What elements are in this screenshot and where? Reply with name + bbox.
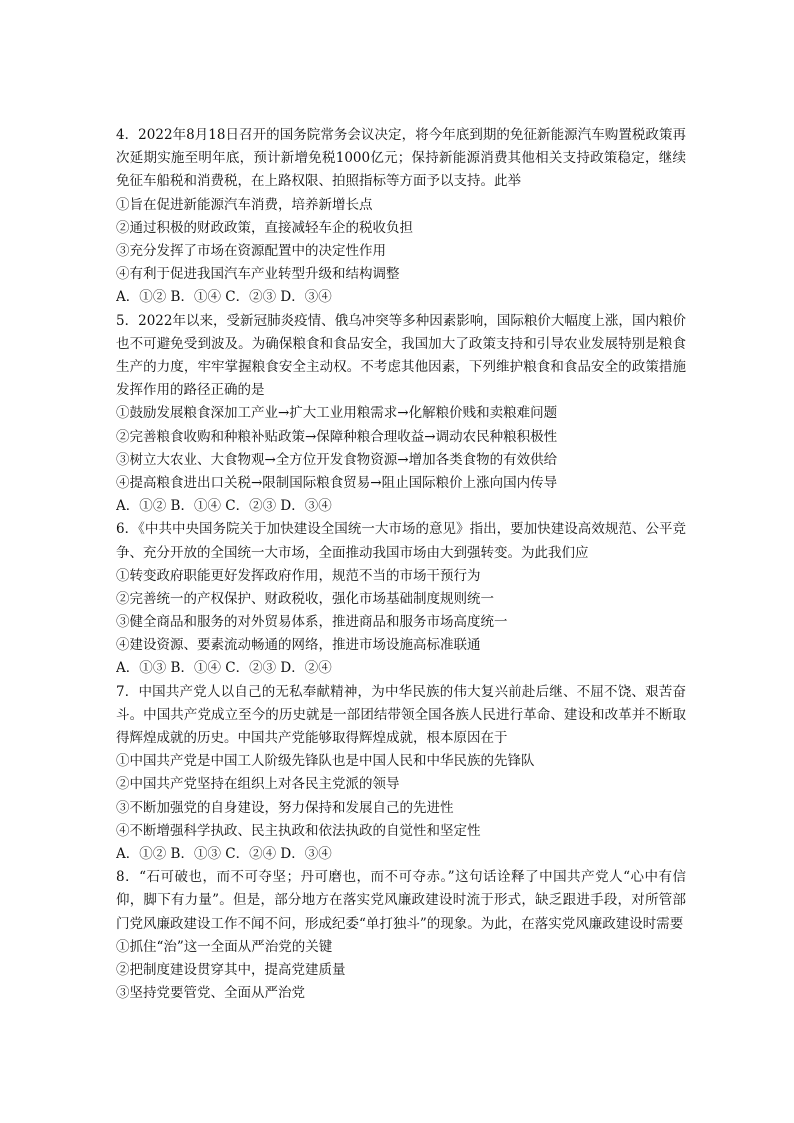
option-1: ①抓住“治”这一全面从严治党的关键	[116, 938, 333, 955]
option-3: ③树立大农业、大食物观→全方位开发食物资源→增加各类食物的有效供给	[116, 451, 558, 468]
option-4: ④提高粮食进出口关税→限制国际粮食贸易→阻止国际粮价上涨向国内传导	[116, 474, 558, 491]
option-1: ①旨在促进新能源汽车消费，培养新增长点	[116, 196, 373, 213]
question-stem: 8．“石可破也，而不可夺坚；丹可磨也，而不可夺赤。”这句话诠释了中国共产党人“心中有信仰，脚下有力量”。但是，部分地方在落实党风廉政建设时流于形式，缺乏跟进手段，对所管部门党风廉政建设工作不闻不问，形成纪委“单打独斗”的现象。为此，在落实党风廉政建设时需要	[116, 869, 686, 932]
answer-choices: A．①② B．①③ C．②④ D．③④	[116, 846, 332, 862]
option-1: ①转变政府职能更好发挥政府作用，规范不当的市场干预行为	[116, 567, 481, 584]
question-4	[116, 124, 686, 310]
answer-choices: A．①② B．①④ C．②③ D．③④	[116, 498, 332, 515]
question-8	[116, 866, 686, 1005]
option-3: ③坚持党要管党、全面从严治党	[116, 985, 305, 1002]
option-2: ②通过积极的财政政策，直接减轻车企的税收负担	[116, 219, 413, 236]
answer-choices: A．①③ B．①④ C．②③ D．②④	[116, 660, 332, 677]
option-2: ②完善粮食收购和种粮补贴政策→保障种粮合理收益→调动农民种粮积极性	[116, 428, 558, 445]
question-stem: 6．《中共中央国务院关于加快建设全国统一大市场的意见》指出，要加快建设高效规范、公平竞争、充分开放的全国统一大市场，全面推动我国市场由大到强转变。为此我们应	[116, 521, 686, 561]
option-2: ②中国共产党坚持在组织上对各民主党派的领导	[116, 776, 400, 793]
exam-page	[116, 124, 686, 1005]
option-3: ③不断加强党的自身建设，努力保持和发展自己的先进性	[116, 799, 454, 816]
question-5	[116, 310, 686, 519]
option-2: ②把制度建设贯穿其中，提高党建质量	[116, 961, 346, 978]
question-6	[116, 518, 686, 680]
option-3: ③充分发挥了市场在资源配置中的决定性作用	[116, 242, 386, 259]
answer-choices: A．①② B．①④ C．②③ D．③④	[116, 289, 332, 306]
question-stem: 5．2022年以来，受新冠肺炎疫情、俄乌冲突等多种因素影响，国际粮价大幅度上涨，国内粮价也不可避免受到波及。为确保粮食和食品安全，我国加大了政策支持和引导农业发展特别是粮食生产的力度，牢牢掌握粮食安全主动权。不考虑其他因素，下列维护粮食和食品安全的政策措施发挥作用的路径正确的是	[116, 312, 686, 399]
option-1: ①鼓励发展粮食深加工产业→扩大工业用粮需求→化解粮价贱和卖粮难问题	[116, 405, 558, 422]
option-4: ④有利于促进我国汽车产业转型升级和结构调整	[116, 266, 400, 283]
option-4: ④建设资源、要素流动畅通的网络，推进市场设施高标准联通	[116, 637, 481, 654]
question-stem: 7．中国共产党人以自己的无私奉献精神，为中华民族的伟大复兴前赴后继、不屈不饶、艰苦奋斗。中国共产党成立至今的历史就是一部团结带领全国各族人民进行革命、建设和改革并不断取得辉煌成就的历史。中国共产党能够取得辉煌成就，根本原因在于	[116, 683, 686, 747]
option-1: ①中国共产党是中国工人阶级先锋队也是中国人民和中华民族的先锋队	[116, 753, 535, 770]
option-2: ②完善统一的产权保护、财政税收，强化市场基础制度规则统一	[116, 590, 494, 607]
question-stem: 4．2022年8月18日召开的国务院常务会议决定，将今年底到期的免征新能源汽车购置税政策再次延期实施至明年底，预计新增免税1000亿元；保持新能源消费其他相关支持政策稳定，继续免征车船税和消费税，在上路权限、拍照指标等方面予以支持。此举	[116, 127, 686, 190]
question-7	[116, 681, 686, 867]
option-4: ④不断增强科学执政、民主执政和依法执政的自觉性和坚定性	[116, 822, 481, 839]
option-3: ③健全商品和服务的对外贸易体系，推进商品和服务市场高度统一	[116, 614, 508, 631]
